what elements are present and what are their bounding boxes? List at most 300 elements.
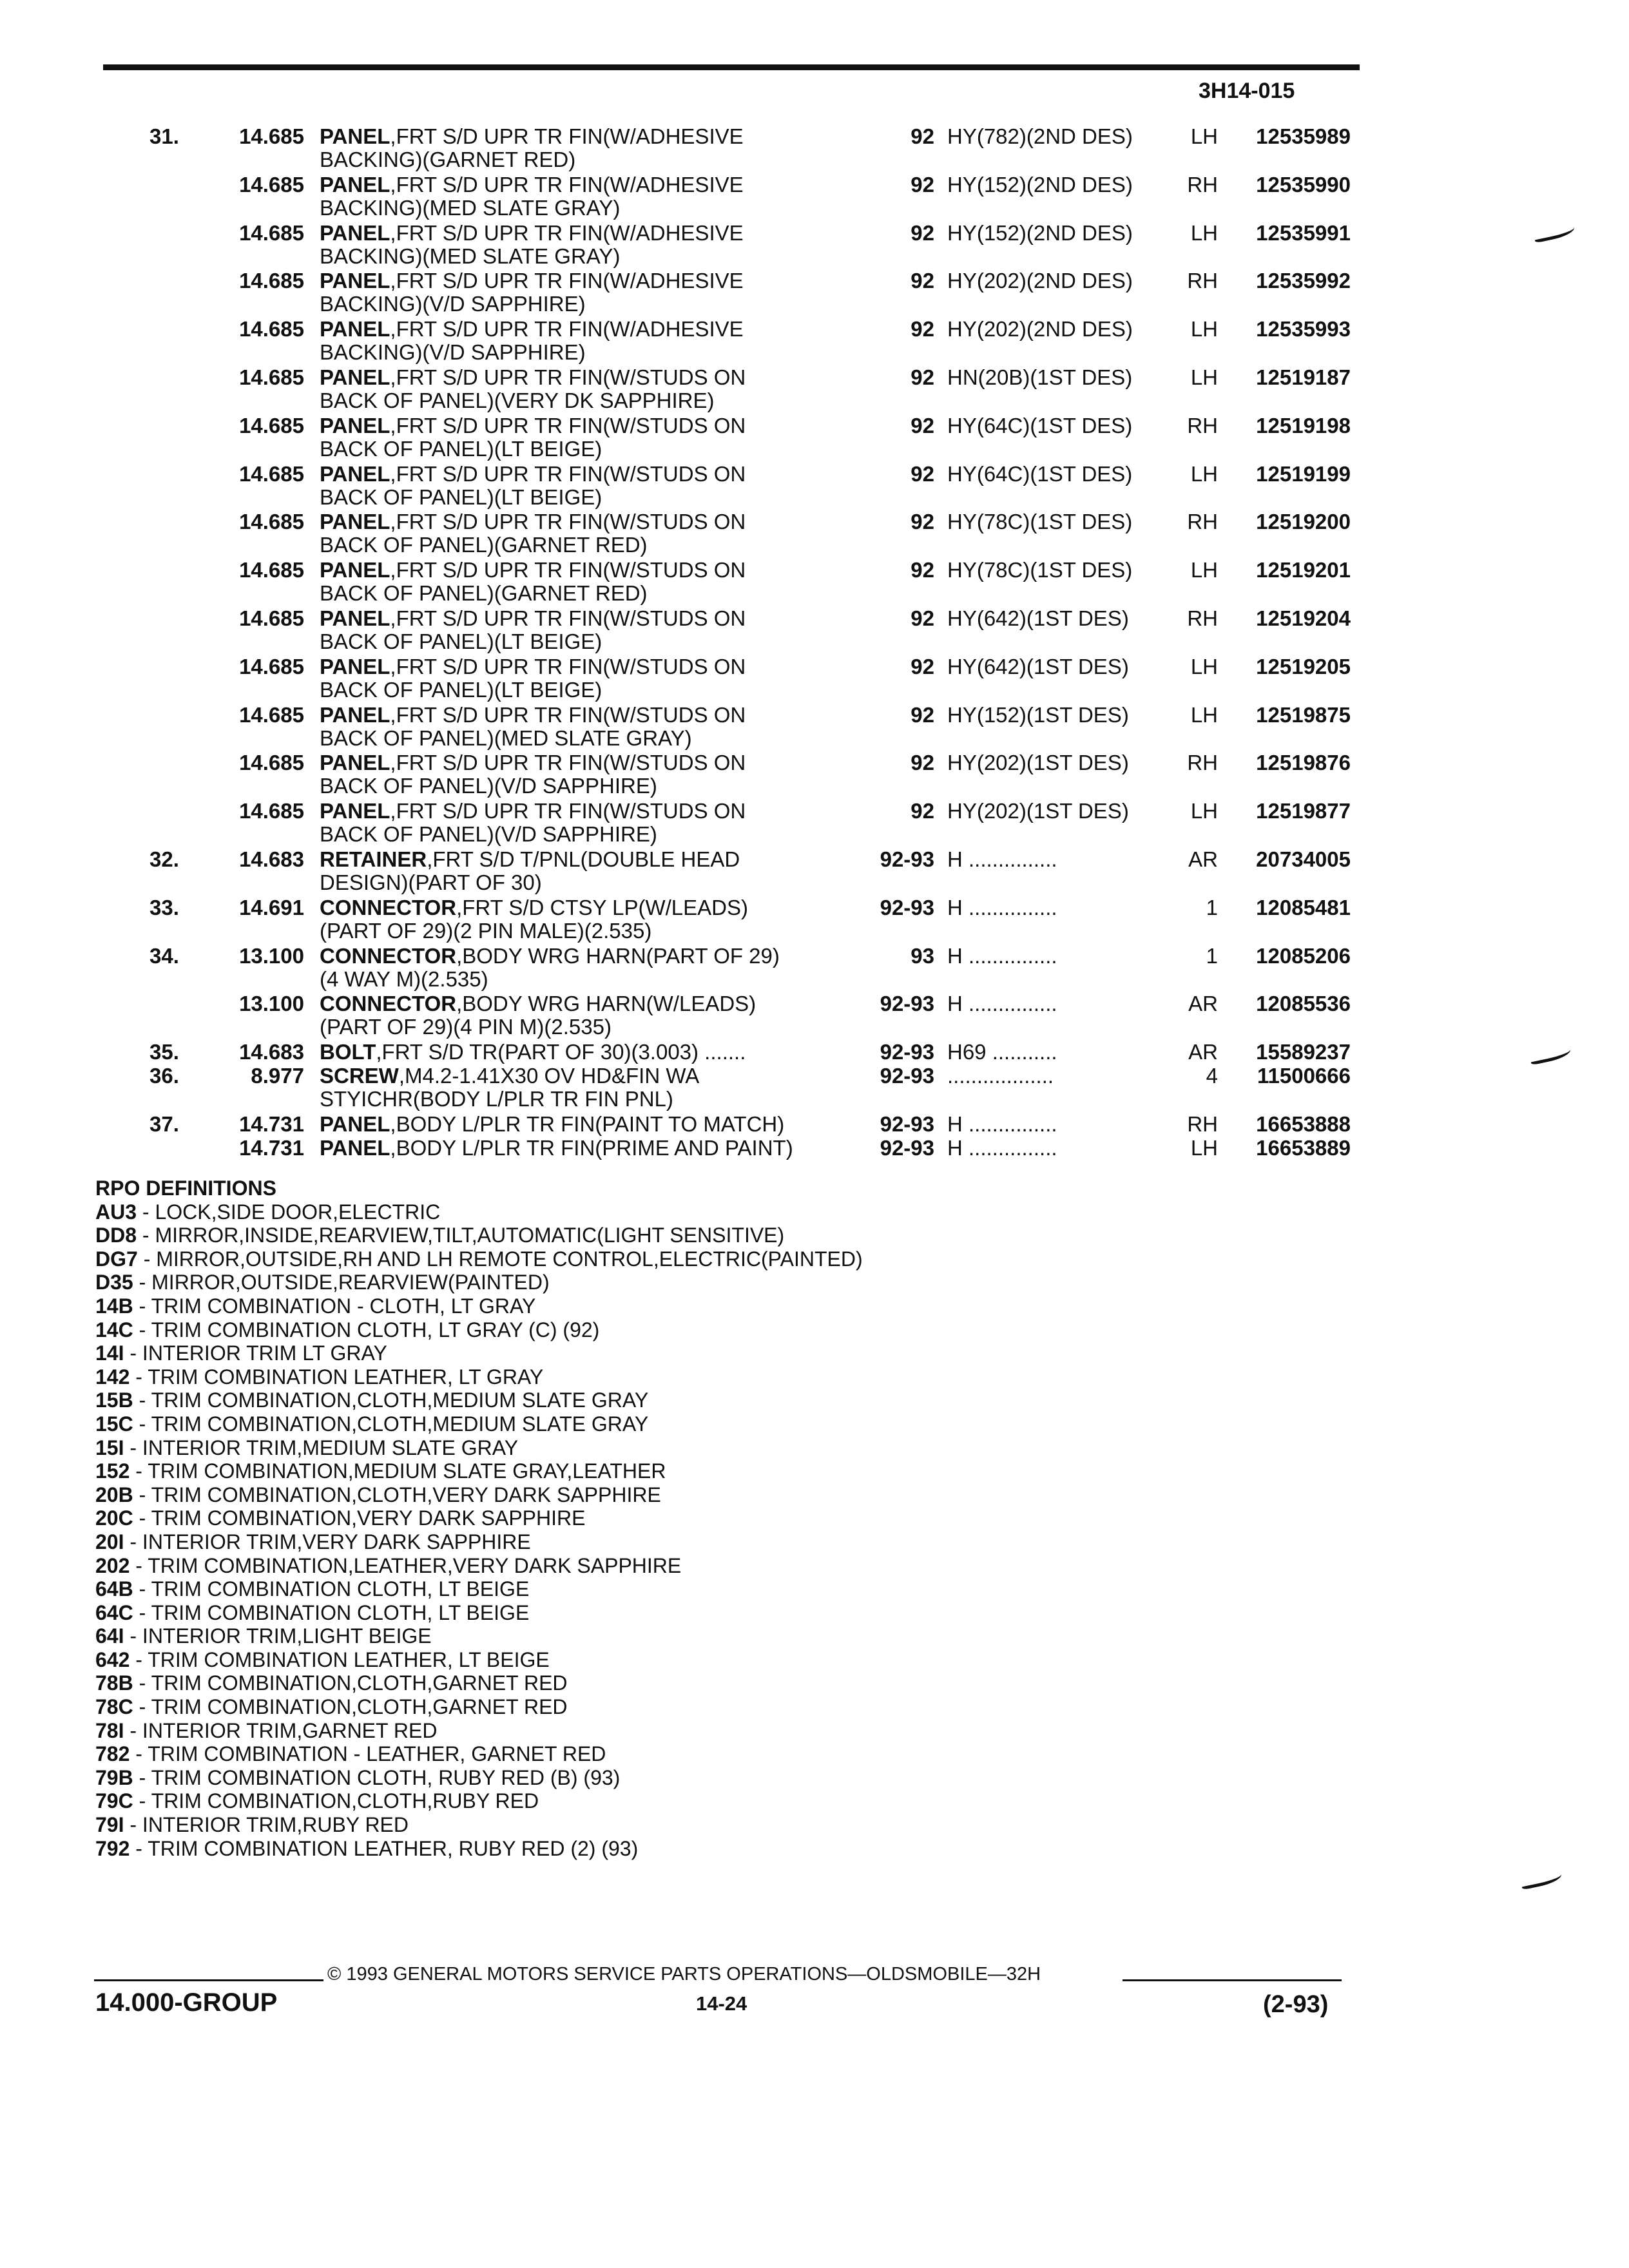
part-qty: LH xyxy=(1190,365,1218,389)
part-group: 14.683 xyxy=(239,1040,304,1064)
rpo-code: 78B xyxy=(95,1671,133,1695)
rpo-item xyxy=(95,1412,863,1436)
rpo-text: - TRIM COMBINATION - LEATHER, GARNET RED xyxy=(130,1742,606,1766)
part-group: 14.685 xyxy=(239,558,304,582)
rpo-item xyxy=(95,1294,863,1318)
part-years: 92-93 xyxy=(880,1040,934,1064)
part-desc-line1: ,FRT S/D UPR TR FIN(W/STUDS ON xyxy=(390,365,746,389)
rpo-item xyxy=(95,1200,863,1224)
rpo-code: 64C xyxy=(95,1600,133,1624)
part-years: 92-93 xyxy=(880,992,934,1016)
part-description xyxy=(320,366,900,412)
rpo-text: - TRIM COMBINATION,CLOTH,RUBY RED xyxy=(133,1789,539,1813)
part-desc-line2: DESIGN)(PART OF 30) xyxy=(320,870,542,894)
part-condition: HY(152)(1ST DES) xyxy=(947,702,1129,727)
part-condition: HY(202)(2ND DES) xyxy=(947,269,1133,293)
part-group: 13.100 xyxy=(239,943,304,968)
part-desc-line1: ,FRT S/D UPR TR FIN(W/STUDS ON xyxy=(390,654,746,678)
part-number: 12519199 xyxy=(1256,461,1351,486)
part-desc-line2: (4 WAY M)(2.535) xyxy=(320,966,488,991)
part-ref: 31. xyxy=(149,124,179,148)
rpo-item xyxy=(95,1648,863,1672)
part-desc-line1: ,FRT S/D UPR TR FIN(W/ADHESIVE xyxy=(390,269,744,293)
rpo-item xyxy=(95,1601,863,1625)
part-description xyxy=(320,463,900,509)
part-name: RETAINER xyxy=(320,847,427,871)
part-qty: RH xyxy=(1187,751,1218,775)
part-number: 12519187 xyxy=(1256,365,1351,389)
part-group: 14.685 xyxy=(239,124,304,148)
part-years: 92 xyxy=(911,558,934,582)
rpo-code: 15C xyxy=(95,1412,133,1436)
part-years: 92 xyxy=(911,220,934,245)
rpo-item xyxy=(95,1530,863,1554)
part-qty: LH xyxy=(1190,461,1218,486)
part-row xyxy=(0,1064,1629,1113)
rpo-item xyxy=(95,1341,863,1365)
part-desc-line2: BACK OF PANEL)(GARNET RED) xyxy=(320,533,648,557)
part-group: 14.685 xyxy=(239,654,304,678)
part-name: PANEL xyxy=(320,799,390,823)
part-desc-line2: BACK OF PANEL)(LT BEIGE) xyxy=(320,485,602,509)
part-years: 92-93 xyxy=(880,1111,934,1136)
part-row xyxy=(0,125,1629,173)
part-number: 16653889 xyxy=(1256,1135,1351,1160)
rpo-code: 78C xyxy=(95,1695,133,1719)
part-condition: HY(202)(2ND DES) xyxy=(947,317,1133,341)
part-row xyxy=(0,366,1629,414)
part-number: 12519201 xyxy=(1256,558,1351,582)
part-qty: LH xyxy=(1190,654,1218,678)
part-years: 92-93 xyxy=(880,847,934,871)
part-condition: HY(642)(1ST DES) xyxy=(947,654,1129,678)
rpo-definitions xyxy=(95,1177,863,1860)
part-name: CONNECTOR xyxy=(320,895,457,919)
part-years: 92 xyxy=(911,799,934,823)
part-condition: H ............... xyxy=(947,943,1057,968)
part-number: 12519877 xyxy=(1256,799,1351,823)
part-qty: RH xyxy=(1187,510,1218,534)
part-row xyxy=(0,1137,1629,1160)
part-description xyxy=(320,945,900,991)
part-row xyxy=(0,269,1629,318)
rpo-item xyxy=(95,1554,863,1578)
part-qty: RH xyxy=(1187,1111,1218,1136)
rpo-text: - TRIM COMBINATION LEATHER, LT GRAY xyxy=(130,1365,544,1389)
part-group: 14.685 xyxy=(239,172,304,197)
part-description xyxy=(320,559,900,605)
part-row xyxy=(0,655,1629,704)
part-desc-line1: ,FRT S/D T/PNL(DOUBLE HEAD xyxy=(427,847,740,871)
part-group: 14.685 xyxy=(239,413,304,437)
part-desc-line1: ,BODY WRG HARN(PART OF 29) xyxy=(456,943,780,968)
rpo-code: 782 xyxy=(95,1742,130,1766)
footer-page-number: 14-24 xyxy=(696,1992,747,2015)
rpo-text: - TRIM COMBINATION,CLOTH,GARNET RED xyxy=(133,1695,568,1719)
part-name: PANEL xyxy=(320,751,390,775)
part-desc-line2: BACKING)(MED SLATE GRAY) xyxy=(320,244,621,268)
part-name: BOLT xyxy=(320,1040,376,1064)
part-years: 92-93 xyxy=(880,1064,934,1088)
footer-rule-right xyxy=(1123,1979,1342,1981)
part-condition: H ............... xyxy=(947,847,1057,871)
part-description xyxy=(320,1113,900,1136)
part-number: 12519875 xyxy=(1256,702,1351,727)
part-desc-line1: ,FRT S/D TR(PART OF 30)(3.003) ....... xyxy=(376,1040,746,1064)
part-name: PANEL xyxy=(320,220,390,245)
part-row xyxy=(0,945,1629,993)
rpo-code: 64I xyxy=(95,1624,124,1648)
part-condition: H ............... xyxy=(947,1111,1057,1136)
part-group: 14.685 xyxy=(239,751,304,775)
part-name: PANEL xyxy=(320,269,390,293)
rpo-code: 79C xyxy=(95,1789,133,1813)
rpo-code: 64B xyxy=(95,1577,133,1601)
rpo-item xyxy=(95,1436,863,1460)
part-condition: H ............... xyxy=(947,895,1057,919)
part-name: PANEL xyxy=(320,1135,390,1160)
part-row xyxy=(0,848,1629,896)
part-desc-line2: BACK OF PANEL)(V/D SAPPHIRE) xyxy=(320,822,657,847)
part-desc-line1: ,M4.2-1.41X30 OV HD&FIN WA xyxy=(398,1064,700,1088)
rpo-text: - MIRROR,OUTSIDE,REARVIEW(PAINTED) xyxy=(133,1271,550,1294)
part-qty: LH xyxy=(1190,124,1218,148)
part-group: 14.731 xyxy=(239,1111,304,1136)
rpo-item xyxy=(95,1271,863,1294)
part-desc-line2: BACKING)(V/D SAPPHIRE) xyxy=(320,340,586,365)
part-desc-line1: ,FRT S/D UPR TR FIN(W/STUDS ON xyxy=(390,558,746,582)
part-name: PANEL xyxy=(320,1111,390,1136)
part-condition: H69 ........... xyxy=(947,1040,1057,1064)
page-code: 3H14-015 xyxy=(1199,79,1295,103)
rpo-text: - TRIM COMBINATION CLOTH, LT BEIGE xyxy=(133,1600,530,1624)
part-desc-line2: (PART OF 29)(2 PIN MALE)(2.535) xyxy=(320,918,652,943)
part-desc-line1: ,FRT S/D UPR TR FIN(W/STUDS ON xyxy=(390,799,746,823)
rpo-code: 792 xyxy=(95,1836,130,1860)
part-desc-line2: BACK OF PANEL)(LT BEIGE) xyxy=(320,677,602,702)
part-number: 12519204 xyxy=(1256,606,1351,630)
part-desc-line1: ,FRT S/D UPR TR FIN(W/ADHESIVE xyxy=(390,317,744,341)
part-desc-line1: ,BODY L/PLR TR FIN(PAINT TO MATCH) xyxy=(390,1111,785,1136)
rpo-text: - INTERIOR TRIM,GARNET RED xyxy=(124,1718,438,1742)
part-group: 14.685 xyxy=(239,702,304,727)
part-name: PANEL xyxy=(320,172,390,197)
part-years: 92 xyxy=(911,124,934,148)
part-name: PANEL xyxy=(320,461,390,486)
rpo-code: 20C xyxy=(95,1506,133,1530)
part-row xyxy=(0,607,1629,655)
part-qty: 1 xyxy=(1206,895,1218,919)
part-years: 93 xyxy=(911,943,934,968)
part-row xyxy=(0,463,1629,511)
part-description xyxy=(320,125,900,171)
part-years: 92 xyxy=(911,751,934,775)
part-row xyxy=(0,800,1629,848)
rpo-text: - TRIM COMBINATION,VERY DARK SAPPHIRE xyxy=(133,1506,586,1530)
parts-list xyxy=(0,125,1629,1160)
part-desc-line2: BACK OF PANEL)(V/D SAPPHIRE) xyxy=(320,774,657,798)
part-condition: HN(20B)(1ST DES) xyxy=(947,365,1133,389)
part-desc-line1: ,FRT S/D UPR TR FIN(W/STUDS ON xyxy=(390,606,746,630)
part-condition: HY(64C)(1ST DES) xyxy=(947,461,1133,486)
part-condition: HY(782)(2ND DES) xyxy=(947,124,1133,148)
part-group: 14.685 xyxy=(239,317,304,341)
rpo-item xyxy=(95,1837,863,1861)
rpo-text: - TRIM COMBINATION CLOTH, RUBY RED (B) (93) xyxy=(133,1765,621,1789)
rpo-item xyxy=(95,1695,863,1719)
part-condition: HY(152)(2ND DES) xyxy=(947,220,1133,245)
part-name: PANEL xyxy=(320,124,390,148)
part-number: 12535989 xyxy=(1256,124,1351,148)
part-condition: HY(78C)(1ST DES) xyxy=(947,558,1133,582)
rpo-text: - INTERIOR TRIM,VERY DARK SAPPHIRE xyxy=(124,1530,531,1553)
part-number: 15589237 xyxy=(1256,1040,1351,1064)
part-name: CONNECTOR xyxy=(320,943,457,968)
part-description xyxy=(320,992,900,1039)
part-group: 14.685 xyxy=(239,510,304,534)
part-qty: RH xyxy=(1187,269,1218,293)
part-name: PANEL xyxy=(320,510,390,534)
part-description xyxy=(320,751,900,798)
rpo-code: 15B xyxy=(95,1389,133,1412)
part-desc-line1: ,FRT S/D UPR TR FIN(W/STUDS ON xyxy=(390,461,746,486)
rpo-code: 14C xyxy=(95,1318,133,1341)
part-qty: RH xyxy=(1187,172,1218,197)
part-description xyxy=(320,848,900,894)
rpo-item xyxy=(95,1671,863,1695)
footer-copyright: © 1993 GENERAL MOTORS SERVICE PARTS OPERATIONS—OLDSMOBILE—32H xyxy=(327,1964,1041,1984)
part-qty: LH xyxy=(1190,702,1218,727)
part-desc-line2: BACK OF PANEL)(GARNET RED) xyxy=(320,581,648,606)
part-qty: LH xyxy=(1190,220,1218,245)
part-row xyxy=(0,704,1629,752)
part-group: 13.100 xyxy=(239,992,304,1016)
part-condition: HY(78C)(1ST DES) xyxy=(947,510,1133,534)
part-description xyxy=(320,510,900,557)
part-qty: AR xyxy=(1188,847,1218,871)
part-number: 12535990 xyxy=(1256,172,1351,197)
part-group: 8.977 xyxy=(251,1064,304,1088)
part-name: PANEL xyxy=(320,702,390,727)
part-desc-line1: ,FRT S/D UPR TR FIN(W/ADHESIVE xyxy=(390,124,744,148)
part-name: CONNECTOR xyxy=(320,992,457,1016)
rpo-code: 79I xyxy=(95,1813,124,1837)
footer-group: 14.000-GROUP xyxy=(95,1988,278,2017)
part-qty: LH xyxy=(1190,558,1218,582)
part-number: 11500666 xyxy=(1257,1064,1351,1088)
part-description xyxy=(320,1137,900,1160)
part-desc-line1: ,BODY L/PLR TR FIN(PRIME AND PAINT) xyxy=(390,1135,793,1160)
part-name: PANEL xyxy=(320,413,390,437)
part-desc-line1: ,FRT S/D UPR TR FIN(W/ADHESIVE xyxy=(390,172,744,197)
part-row xyxy=(0,318,1629,366)
part-desc-line2: BACKING)(MED SLATE GRAY) xyxy=(320,195,621,220)
part-name: SCREW xyxy=(320,1064,399,1088)
part-desc-line2: BACKING)(V/D SAPPHIRE) xyxy=(320,292,586,316)
part-number: 12519876 xyxy=(1256,751,1351,775)
part-row xyxy=(0,173,1629,222)
part-years: 92 xyxy=(911,461,934,486)
part-qty: AR xyxy=(1188,992,1218,1016)
rpo-item xyxy=(95,1389,863,1412)
part-qty: LH xyxy=(1190,317,1218,341)
rpo-text: - INTERIOR TRIM,MEDIUM SLATE GRAY xyxy=(124,1436,519,1459)
rpo-code: 78I xyxy=(95,1718,124,1742)
rpo-text: - TRIM COMBINATION - CLOTH, LT GRAY xyxy=(133,1294,536,1318)
rpo-code: 20I xyxy=(95,1530,124,1553)
part-number: 12535992 xyxy=(1256,269,1351,293)
part-group: 14.691 xyxy=(239,895,304,919)
part-description xyxy=(320,704,900,750)
part-desc-line1: ,FRT S/D UPR TR FIN(W/ADHESIVE xyxy=(390,220,744,245)
part-ref: 32. xyxy=(149,847,179,871)
rpo-text: - TRIM COMBINATION,CLOTH,GARNET RED xyxy=(133,1671,568,1695)
rpo-item xyxy=(95,1789,863,1813)
rpo-code: 642 xyxy=(95,1648,130,1671)
part-group: 14.685 xyxy=(239,461,304,486)
part-desc-line2: BACK OF PANEL)(VERY DK SAPPHIRE) xyxy=(320,388,715,412)
part-number: 16653888 xyxy=(1256,1111,1351,1136)
part-desc-line2: BACK OF PANEL)(LT BEIGE) xyxy=(320,436,602,461)
part-name: PANEL xyxy=(320,365,390,389)
rpo-code: DD8 xyxy=(95,1224,137,1247)
part-row xyxy=(0,559,1629,607)
part-group: 14.683 xyxy=(239,847,304,871)
rpo-item xyxy=(95,1813,863,1837)
part-description xyxy=(320,896,900,943)
part-name: PANEL xyxy=(320,317,390,341)
part-number: 12535993 xyxy=(1256,317,1351,341)
part-ref: 34. xyxy=(149,943,179,968)
rpo-text: - MIRROR,OUTSIDE,RH AND LH REMOTE CONTROL,ELECTRIC(PAINTED) xyxy=(137,1247,863,1271)
part-years: 92 xyxy=(911,317,934,341)
rpo-code: 15I xyxy=(95,1436,124,1459)
part-desc-line1: ,FRT S/D UPR TR FIN(W/STUDS ON xyxy=(390,702,746,727)
part-description xyxy=(320,414,900,461)
part-desc-line2: BACK OF PANEL)(MED SLATE GRAY) xyxy=(320,726,692,750)
part-years: 92-93 xyxy=(880,1135,934,1160)
part-years: 92 xyxy=(911,413,934,437)
part-qty: LH xyxy=(1190,1135,1218,1160)
rpo-text: - TRIM COMBINATION LEATHER, RUBY RED (2) (93) xyxy=(130,1836,639,1860)
rpo-item xyxy=(95,1766,863,1790)
part-desc-line1: ,FRT S/D UPR TR FIN(W/STUDS ON xyxy=(390,751,746,775)
part-group: 14.685 xyxy=(239,220,304,245)
part-qty: RH xyxy=(1187,606,1218,630)
part-group: 14.685 xyxy=(239,269,304,293)
rpo-text: - LOCK,SIDE DOOR,ELECTRIC xyxy=(137,1200,441,1224)
rpo-item xyxy=(95,1719,863,1743)
rpo-item xyxy=(95,1224,863,1247)
part-desc-line1: ,BODY WRG HARN(W/LEADS) xyxy=(456,992,757,1016)
rpo-code: DG7 xyxy=(95,1247,138,1271)
part-ref: 35. xyxy=(149,1040,179,1064)
rpo-item xyxy=(95,1318,863,1342)
rpo-text: - TRIM COMBINATION,LEATHER,VERY DARK SAPPHIRE xyxy=(130,1553,682,1577)
part-condition: H ............... xyxy=(947,1135,1057,1160)
part-years: 92 xyxy=(911,365,934,389)
part-name: PANEL xyxy=(320,606,390,630)
rpo-code: 79B xyxy=(95,1765,133,1789)
part-description xyxy=(320,1041,900,1064)
part-row xyxy=(0,222,1629,270)
rpo-item xyxy=(95,1247,863,1271)
rpo-item xyxy=(95,1577,863,1601)
part-qty: AR xyxy=(1188,1040,1218,1064)
rpo-code: D35 xyxy=(95,1271,133,1294)
part-desc-line1: ,FRT S/D UPR TR FIN(W/STUDS ON xyxy=(390,413,746,437)
part-condition: HY(64C)(1ST DES) xyxy=(947,413,1133,437)
rpo-code: AU3 xyxy=(95,1200,137,1224)
part-row xyxy=(0,1113,1629,1137)
part-group: 14.685 xyxy=(239,799,304,823)
part-years: 92 xyxy=(911,172,934,197)
rpo-text: - TRIM COMBINATION,MEDIUM SLATE GRAY,LEATHER xyxy=(130,1459,666,1483)
part-ref: 37. xyxy=(149,1111,179,1136)
top-rule xyxy=(103,64,1360,70)
part-number: 12085206 xyxy=(1256,943,1351,968)
part-condition: HY(202)(1ST DES) xyxy=(947,751,1129,775)
part-group: 14.685 xyxy=(239,606,304,630)
part-qty: RH xyxy=(1187,413,1218,437)
part-condition: H ............... xyxy=(947,992,1057,1016)
rpo-text: - TRIM COMBINATION CLOTH, LT BEIGE xyxy=(133,1577,530,1601)
part-row xyxy=(0,414,1629,463)
part-desc-line2: STYICHR(BODY L/PLR TR FIN PNL) xyxy=(320,1087,673,1111)
part-years: 92 xyxy=(911,606,934,630)
rpo-title: RPO DEFINITIONS xyxy=(95,1177,276,1200)
part-name: PANEL xyxy=(320,558,390,582)
part-description xyxy=(320,222,900,268)
part-row xyxy=(0,1041,1629,1064)
rpo-text: - MIRROR,INSIDE,REARVIEW,TILT,AUTOMATIC(LIGHT SENSITIVE) xyxy=(137,1224,785,1247)
rpo-text: - INTERIOR TRIM,RUBY RED xyxy=(124,1813,409,1837)
rpo-code: 14B xyxy=(95,1294,133,1318)
part-description xyxy=(320,318,900,364)
part-condition: HY(642)(1ST DES) xyxy=(947,606,1129,630)
part-description xyxy=(320,655,900,702)
rpo-list xyxy=(95,1200,863,1861)
rpo-text: - TRIM COMBINATION LEATHER, LT BEIGE xyxy=(130,1648,550,1671)
rpo-item xyxy=(95,1506,863,1530)
part-desc-line2: BACK OF PANEL)(LT BEIGE) xyxy=(320,629,602,653)
rpo-item xyxy=(95,1624,863,1648)
part-qty: LH xyxy=(1190,799,1218,823)
part-description xyxy=(320,269,900,316)
part-group: 14.731 xyxy=(239,1135,304,1160)
rpo-code: 14I xyxy=(95,1341,124,1365)
rpo-text: - TRIM COMBINATION,CLOTH,MEDIUM SLATE GRAY xyxy=(133,1389,649,1412)
rpo-code: 152 xyxy=(95,1459,130,1483)
margin-mark xyxy=(1520,1870,1563,1890)
part-number: 12519205 xyxy=(1256,654,1351,678)
part-row xyxy=(0,896,1629,945)
rpo-item xyxy=(95,1483,863,1507)
part-number: 12519198 xyxy=(1256,413,1351,437)
part-desc-line1: ,FRT S/D UPR TR FIN(W/STUDS ON xyxy=(390,510,746,534)
part-row xyxy=(0,992,1629,1041)
rpo-text: - INTERIOR TRIM LT GRAY xyxy=(124,1341,387,1365)
part-ref: 36. xyxy=(149,1064,179,1088)
part-group: 14.685 xyxy=(239,365,304,389)
rpo-code: 202 xyxy=(95,1553,130,1577)
part-desc-line2: BACKING)(GARNET RED) xyxy=(320,148,576,171)
part-name: PANEL xyxy=(320,654,390,678)
part-description xyxy=(320,800,900,846)
footer-date: (2-93) xyxy=(1263,1991,1329,2018)
rpo-item xyxy=(95,1459,863,1483)
rpo-text: - TRIM COMBINATION CLOTH, LT GRAY (C) (92) xyxy=(133,1318,600,1341)
